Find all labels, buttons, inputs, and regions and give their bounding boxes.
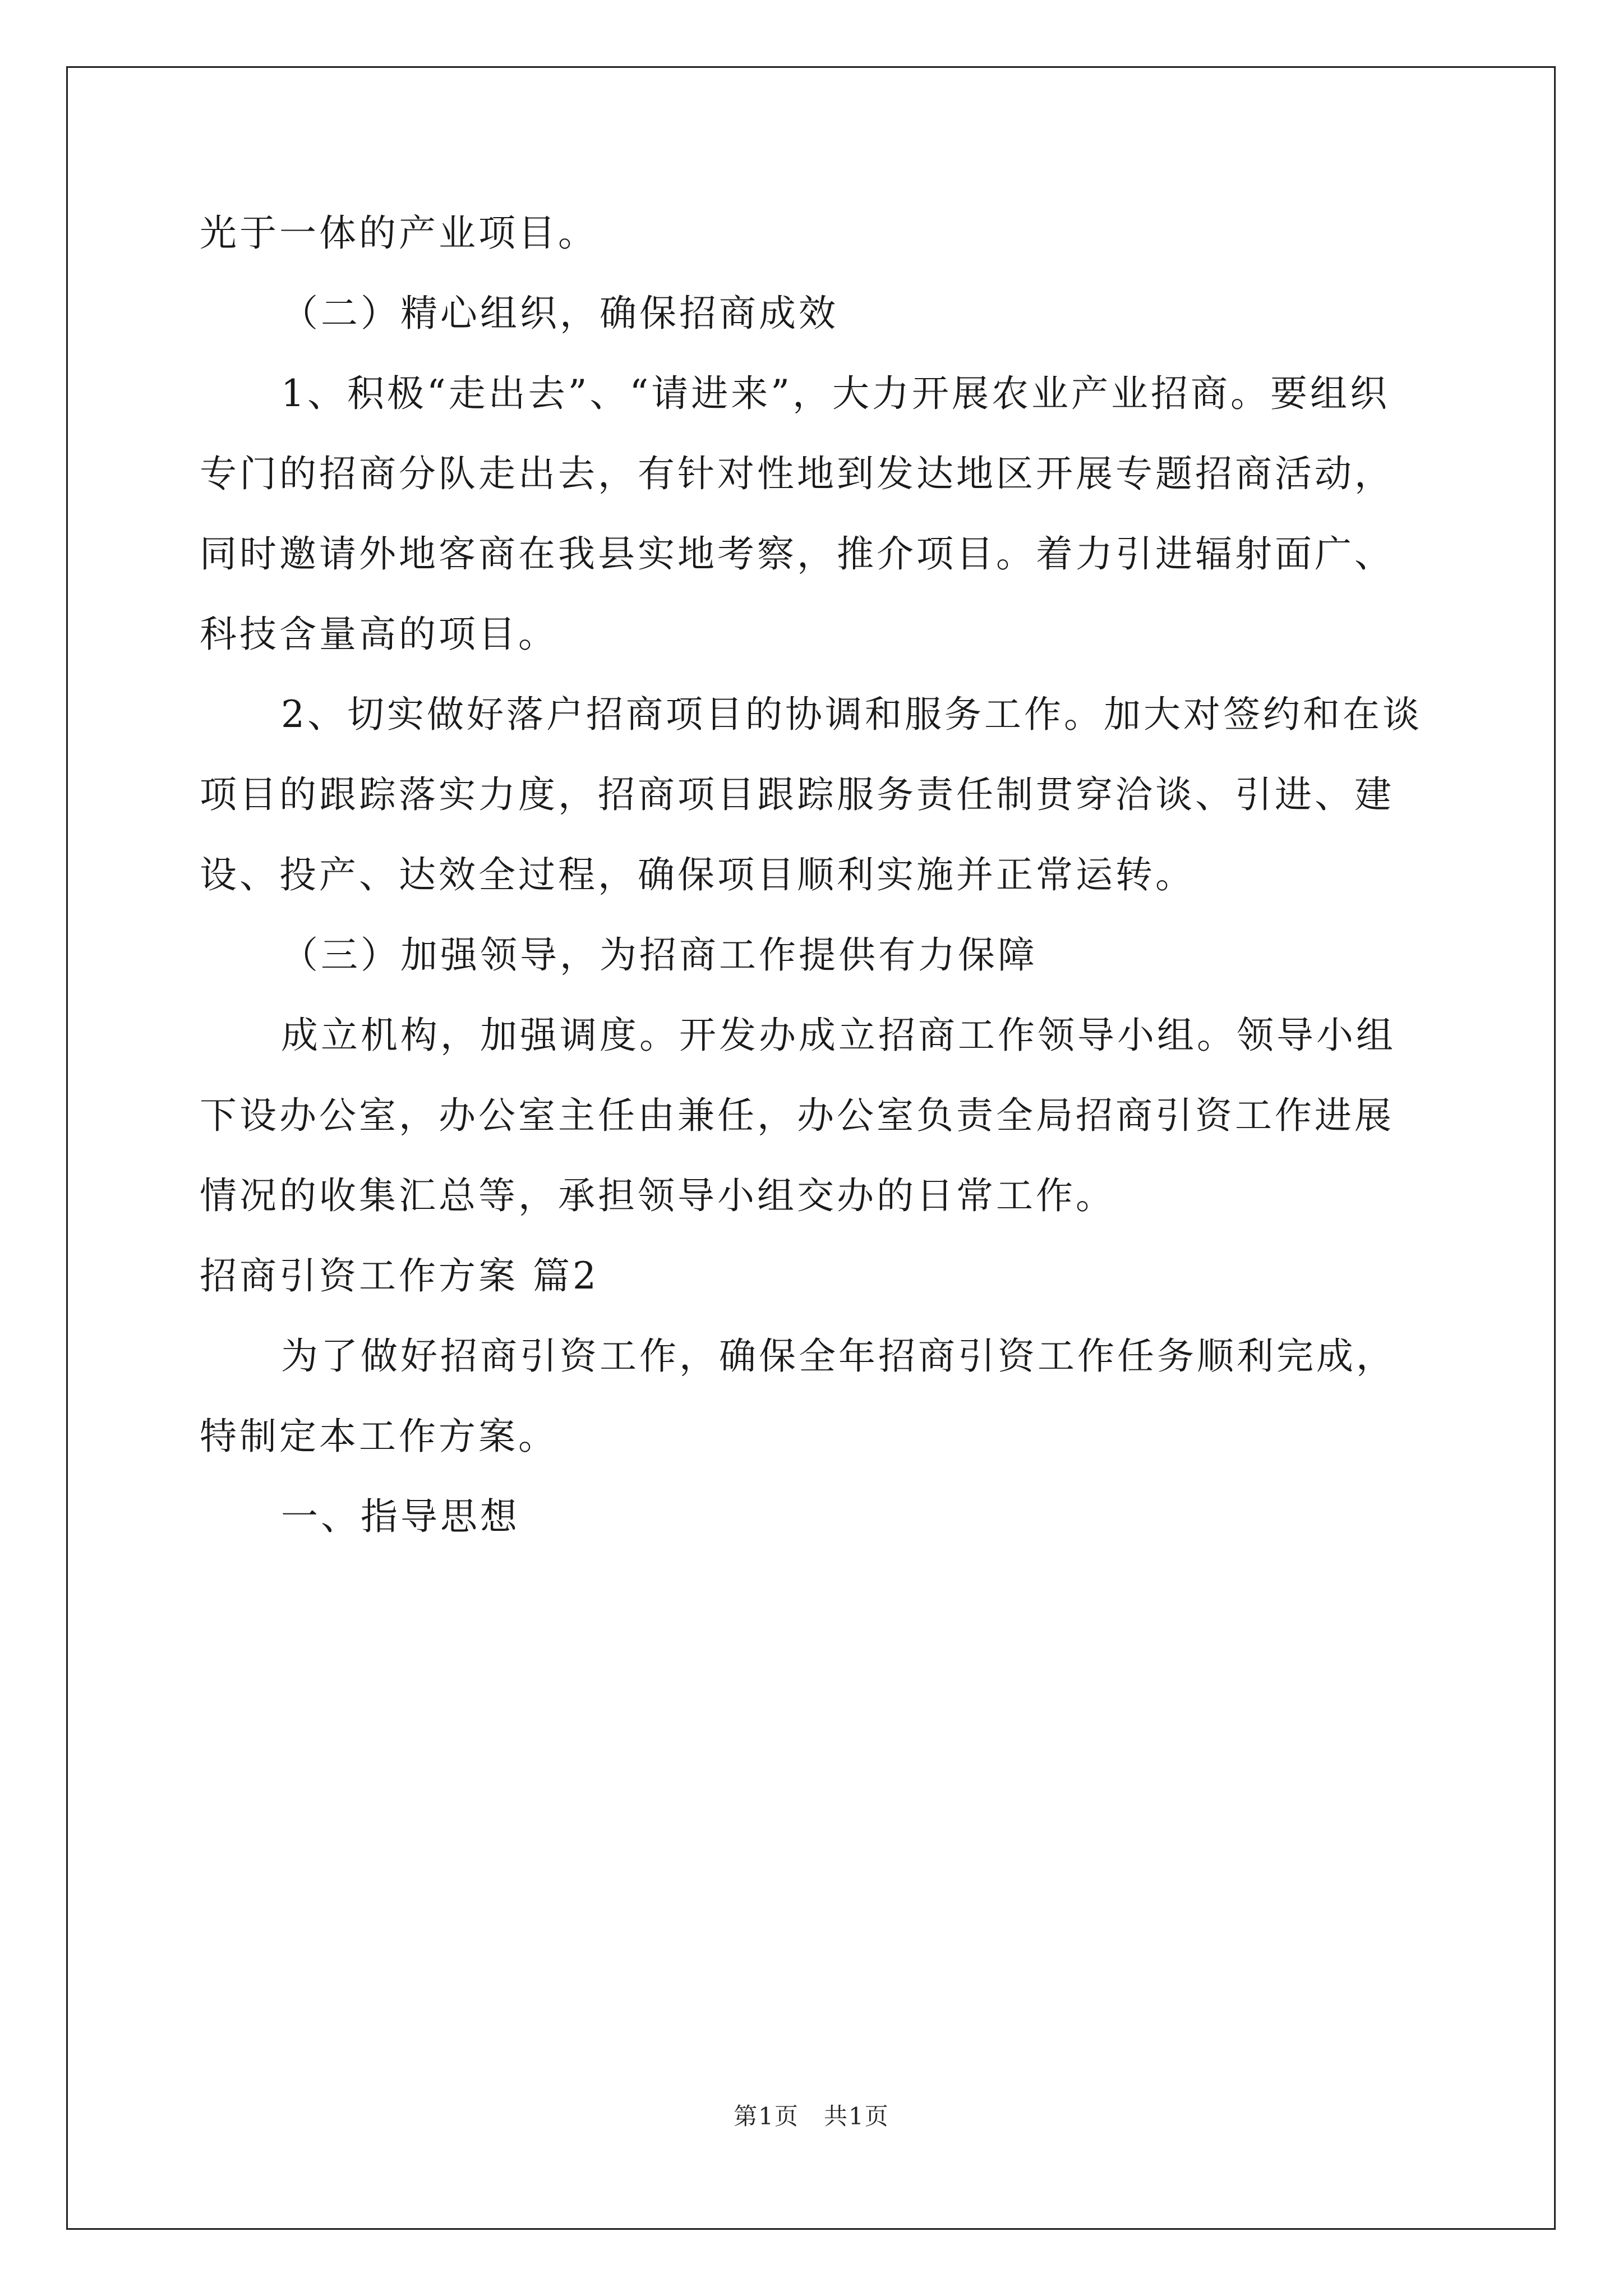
text-line-15: 为了做好招商引资工作，确保全年招商引资工作任务顺利完成， — [281, 1335, 1396, 1378]
section-heading-guiding-thought: 一、指导思想 — [281, 1495, 520, 1538]
text-line-6: 科技含量高的项目。 — [200, 613, 558, 656]
article-title: 招商引资工作方案 篇2 — [200, 1254, 599, 1297]
text-line-5: 同时邀请外地客商在我县实地考察，推介项目。着力引进辐射面广、 — [200, 532, 1394, 576]
text-line-12: 下设办公室，办公室主任由兼任，办公室负责全局招商引资工作进展 — [200, 1094, 1394, 1137]
text-line-13: 情况的收集汇总等，承担领导小组交办的日常工作。 — [200, 1174, 1115, 1217]
text-line-1: 光于一体的产业项目。 — [200, 211, 598, 255]
text-line-4: 专门的招商分队走出去，有针对性地到发达地区开展专题招商活动， — [200, 452, 1394, 495]
text-line-8: 项目的跟踪落实力度，招商项目跟踪服务责任制贯穿洽谈、引进、建 — [200, 773, 1394, 816]
page-footer: 第1页 共1页 — [734, 2102, 889, 2130]
text-line-9: 设、投产、达效全过程，确保项目顺利实施并正常运转。 — [200, 853, 1195, 896]
text-line-3: 1、积极“走出去”、“请进来”，大力开展农业产业招商。要组织 — [281, 372, 1390, 415]
section-heading-3: （三）加强领导，为招商工作提供有力保障 — [281, 933, 1038, 977]
section-heading-2: （二）精心组织，确保招商成效 — [281, 292, 838, 335]
text-line-16: 特制定本工作方案。 — [200, 1415, 558, 1458]
text-line-7: 2、切实做好落户招商项目的协调和服务工作。加大对签约和在谈 — [281, 693, 1422, 736]
document-body — [200, 193, 1445, 1557]
text-line-11: 成立机构，加强调度。开发办成立招商工作领导小组。领导小组 — [281, 1014, 1396, 1057]
